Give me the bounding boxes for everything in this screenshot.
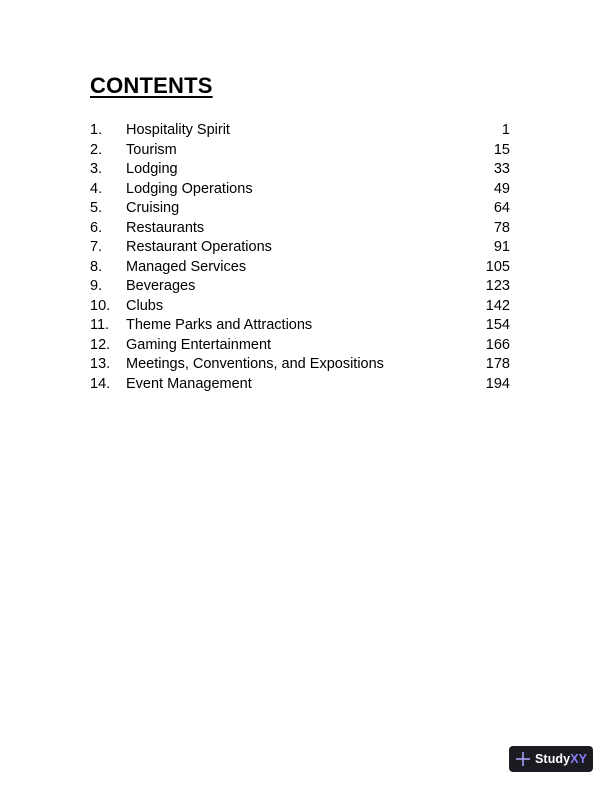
toc-entry-number: 10. [90, 297, 111, 314]
toc-entry-title: Event Management [126, 375, 252, 392]
toc-entry[interactable] [90, 219, 510, 239]
toc-entry[interactable] [90, 375, 510, 395]
toc-entry-title: Restaurants [126, 219, 205, 236]
toc-entry-page: 194 [485, 375, 510, 392]
toc-entry-page: 166 [485, 336, 510, 353]
toc-entry-page: 154 [485, 317, 510, 333]
toc-entry-page: 178 [485, 356, 510, 372]
toc-entry-title: Lodging Operations [126, 180, 253, 197]
toc-entry-page: 123 [485, 278, 510, 294]
toc-entry[interactable] [90, 316, 510, 336]
toc-entry-page: 91 [493, 239, 510, 255]
brand-name-main: Study [535, 752, 571, 766]
table-of-contents [90, 121, 510, 394]
toc-entry-page: 78 [493, 219, 510, 236]
toc-entry-number: 7. [90, 239, 103, 255]
toc-entry-page: 33 [493, 161, 510, 177]
toc-entry[interactable] [90, 355, 510, 375]
toc-entry-title: Hospitality Spirit [126, 122, 230, 138]
toc-entry-number: 4. [90, 180, 103, 197]
toc-entry-number: 3. [90, 161, 103, 177]
toc-entry-title: Tourism [126, 141, 177, 158]
toc-entry-number: 11. [90, 317, 110, 333]
toc-entry-title: Managed Services [126, 258, 247, 275]
toc-entry-title: Beverages [126, 278, 196, 294]
toc-entry-title: Clubs [126, 297, 164, 314]
toc-entry[interactable] [90, 121, 510, 141]
toc-entry-page: 105 [485, 258, 510, 275]
toc-entry-title: Lodging [126, 161, 178, 177]
toc-entry-title: Meetings, Conventions, and Expositions [126, 356, 384, 372]
toc-entry[interactable] [90, 336, 510, 356]
toc-entry-title: Gaming Entertainment [126, 336, 272, 353]
toc-entry-page: 64 [493, 200, 510, 216]
toc-entry-title: Cruising [126, 200, 180, 216]
toc-entry-page: 1 [501, 122, 510, 138]
toc-entry-number: 12. [90, 336, 111, 353]
toc-entry-page: 15 [493, 141, 510, 158]
toc-entry[interactable] [90, 297, 510, 317]
toc-entry[interactable] [90, 258, 510, 278]
brand-name [535, 752, 587, 766]
toc-entry-title: Theme Parks and Attractions [126, 317, 313, 333]
toc-entry-page: 49 [493, 180, 510, 197]
toc-entry-number: 13. [90, 356, 111, 372]
toc-entry-page: 142 [485, 297, 510, 314]
toc-entry-number: 1. [90, 122, 103, 138]
toc-entry[interactable] [90, 277, 510, 297]
toc-entry[interactable] [90, 180, 510, 200]
toc-entry-number: 9. [90, 278, 103, 294]
toc-entry[interactable] [90, 160, 510, 180]
toc-entry-title: Restaurant Operations [126, 239, 272, 255]
toc-entry-number: 6. [90, 219, 103, 236]
toc-entry[interactable] [90, 141, 510, 161]
page-title: CONTENTS [90, 73, 213, 98]
plus-icon [515, 751, 531, 767]
toc-entry[interactable] [90, 238, 510, 258]
toc-entry-number: 8. [90, 258, 103, 275]
brand-name-accent: XY [570, 752, 588, 766]
studyxy-logo-badge[interactable] [509, 746, 593, 772]
toc-entry[interactable] [90, 199, 510, 219]
toc-entry-number: 14. [90, 375, 111, 392]
toc-entry-number: 5. [90, 200, 103, 216]
toc-entry-number: 2. [90, 141, 103, 158]
